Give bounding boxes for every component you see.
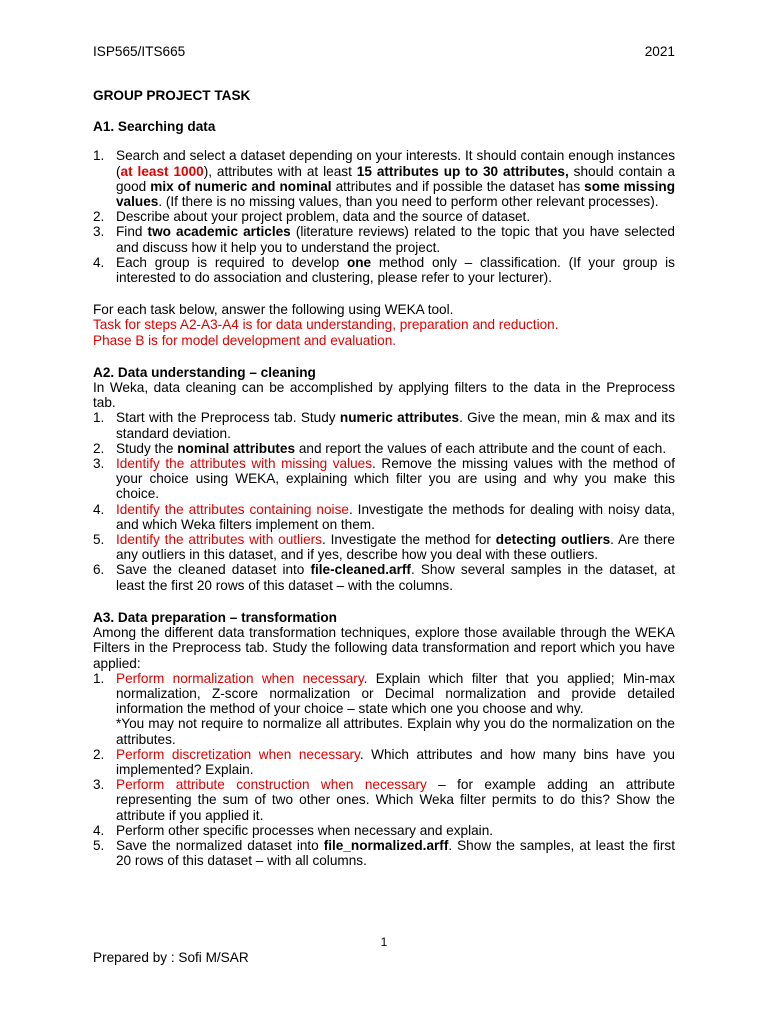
- note: *You may not require to normalize all attributes. Explain why you do the normalization on the attributes.: [116, 716, 675, 747]
- instruction-line: Phase B is for model development and evaluation.: [93, 332, 397, 348]
- list-item: 3. Perform attribute construction when necessary – for example adding an attribute representing the sum of two other ones. Which Weka filter permits to do this? Show the attribute if you applied it.: [93, 777, 676, 823]
- course-code: ISP565/ITS665: [93, 44, 186, 59]
- instruction-line: For each task below, answer the following using WEKA tool.: [93, 302, 454, 318]
- a3-list: [93, 671, 675, 869]
- list-item: 2. Study the nominal attributes and report the values of each attribute and the count of each.: [93, 440, 667, 456]
- year: 2021: [644, 44, 675, 59]
- list-item: 5. Identify the attributes with outliers. Investigate the method for detecting outliers. Are there any outliers in this dataset, and if yes, describe how you deal with these outliers.: [93, 532, 675, 563]
- page-title: GROUP PROJECT TASK: [93, 88, 251, 103]
- section-a2-heading: A2. Data understanding – cleaning: [93, 364, 316, 380]
- page-header: [93, 44, 675, 62]
- list-item: 1. Search and select a dataset depending on your interests. It should contain enough instances (at least 1000), attributes with at least 15 attributes up to 30 attributes, should contain a good mix of numeric and nominal attributes and if possible the dataset has some missing values. (If there is no missing values, than you need to perform other relevant processes).: [93, 148, 676, 210]
- page-footer: Prepared by : Sofi M/SAR: [93, 950, 249, 965]
- instructions: [93, 302, 675, 348]
- section-a2-description: In Weka, data cleaning can be accomplished by applying filters to the data in the Preprocess tab.: [93, 380, 675, 411]
- section-a3-heading: A3. Data preparation – transformation: [93, 609, 337, 625]
- list-item: 3. Find two academic articles (literature reviews) related to the topic that you have selected and discuss how it help you to understand the project.: [93, 224, 675, 255]
- list-item: 5. Save the normalized dataset into file_normalized.arff. Show the samples, at least the first 20 rows of this dataset – with all columns.: [93, 837, 676, 869]
- list-item: 4. Identify the attributes containing noise. Investigate the methods for dealing with noisy data, and which Weka filters implement on them.: [93, 501, 675, 532]
- list-item: 1. Perform normalization when necessary. Explain which filter that you applied; Min-max normalization, Z-score normalization or Decimal normalization and provide detailed information the method of your choice – state which one you choose and why. *You may not require to normalize all attributes. Explain why you do the normalization on the attributes.: [93, 670, 675, 747]
- list-item: 2. Describe about your project problem, data and the source of dataset.: [93, 209, 531, 225]
- list-item: 2. Perform discretization when necessary. Which attributes and how many bins have you implemented? Explain.: [93, 746, 675, 777]
- document-body: [93, 88, 675, 868]
- list-item: 1. Start with the Preprocess tab. Study numeric attributes. Give the mean, min & max and its standard deviation.: [93, 410, 676, 441]
- list-item: 4. Perform other specific processes when necessary and explain.: [93, 822, 494, 838]
- a2-list: [93, 410, 675, 592]
- list-item: 6. Save the cleaned dataset into file-cleaned.arff. Show several samples in the dataset, at least the first 20 rows of this dataset – with the columns.: [93, 562, 675, 593]
- list-item: 3. Identify the attributes with missing values. Remove the missing values with the method of your choice using WEKA, explaining which filter you are using and why you make this choice.: [93, 456, 675, 502]
- page-number: 1: [380, 935, 388, 949]
- section-a1-heading: A1. Searching data: [93, 119, 216, 135]
- a1-list: [93, 148, 675, 285]
- instruction-line: Task for steps A2-A3-A4 is for data understanding, preparation and reduction.: [93, 317, 559, 333]
- section-a3-description: Among the different data transformation techniques, explore those available through the WEKA Filters in the Preprocess tab. Study the following data transformation and report which you have applied:: [93, 625, 675, 671]
- list-item: 4. Each group is required to develop one method only – classification. (If your group is interested to do association and clustering, please refer to your lecturer).: [93, 254, 675, 286]
